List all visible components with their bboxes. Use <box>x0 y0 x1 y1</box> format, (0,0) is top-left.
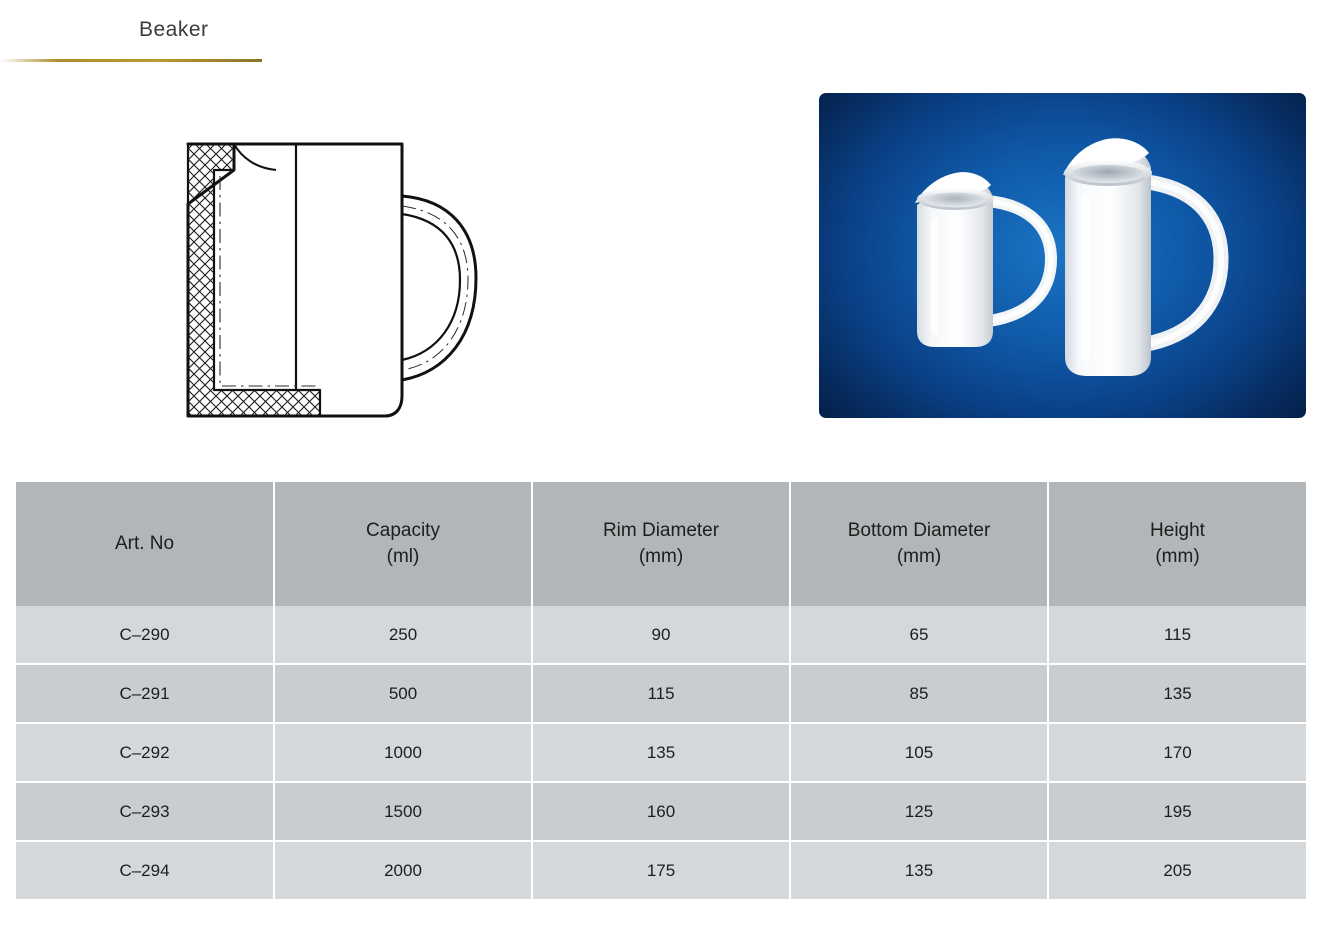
column-header-unit: (ml) <box>386 546 420 567</box>
table-header-row <box>16 482 1306 606</box>
cell-bottom-diameter: 85 <box>790 664 1048 723</box>
column-header-unit: (mm) <box>896 546 942 567</box>
column-header-label: Bottom Diameter <box>847 520 991 542</box>
cell-rim-diameter: 175 <box>532 841 790 900</box>
cell-height: 135 <box>1048 664 1306 723</box>
column-header-height <box>1048 482 1306 606</box>
cell-bottom-diameter: 135 <box>790 841 1048 900</box>
table-row <box>16 723 1306 782</box>
column-header-unit: (mm) <box>1155 546 1200 567</box>
cell-art-no: C–290 <box>16 606 274 664</box>
cell-bottom-diameter: 105 <box>790 723 1048 782</box>
cell-rim-diameter: 135 <box>532 723 790 782</box>
column-header-capacity <box>274 482 532 606</box>
cell-rim-diameter: 90 <box>532 606 790 664</box>
cell-height: 170 <box>1048 723 1306 782</box>
column-header-art-no <box>16 482 274 606</box>
title-underline-rule <box>0 59 262 62</box>
cell-capacity: 250 <box>274 606 532 664</box>
cell-capacity: 1500 <box>274 782 532 841</box>
cell-bottom-diameter: 125 <box>790 782 1048 841</box>
cell-height: 205 <box>1048 841 1306 900</box>
table-row <box>16 606 1306 664</box>
cell-art-no: C–292 <box>16 723 274 782</box>
cell-bottom-diameter: 65 <box>790 606 1048 664</box>
page-title-block <box>0 18 262 62</box>
cell-capacity: 500 <box>274 664 532 723</box>
column-header-label: Art. No <box>114 533 175 555</box>
cell-height: 195 <box>1048 782 1306 841</box>
column-header-bottom-diameter <box>790 482 1048 606</box>
table-row <box>16 782 1306 841</box>
cell-height: 115 <box>1048 606 1306 664</box>
table-row <box>16 664 1306 723</box>
column-header-label: Capacity <box>366 520 440 542</box>
cell-rim-diameter: 115 <box>532 664 790 723</box>
cell-capacity: 2000 <box>274 841 532 900</box>
specification-table <box>16 482 1306 901</box>
cell-rim-diameter: 160 <box>532 782 790 841</box>
column-header-label: Height <box>1150 520 1205 542</box>
cell-art-no: C–293 <box>16 782 274 841</box>
column-header-label: Rim Diameter <box>602 520 720 542</box>
column-header-unit: (mm) <box>638 546 684 567</box>
table-row <box>16 841 1306 900</box>
beaker-cross-section-drawing <box>150 110 550 440</box>
page-title: Beaker <box>139 18 209 41</box>
column-header-rim-diameter <box>532 482 790 606</box>
cell-art-no: C–294 <box>16 841 274 900</box>
cell-capacity: 1000 <box>274 723 532 782</box>
beaker-product-photo <box>819 93 1306 418</box>
cell-art-no: C–291 <box>16 664 274 723</box>
